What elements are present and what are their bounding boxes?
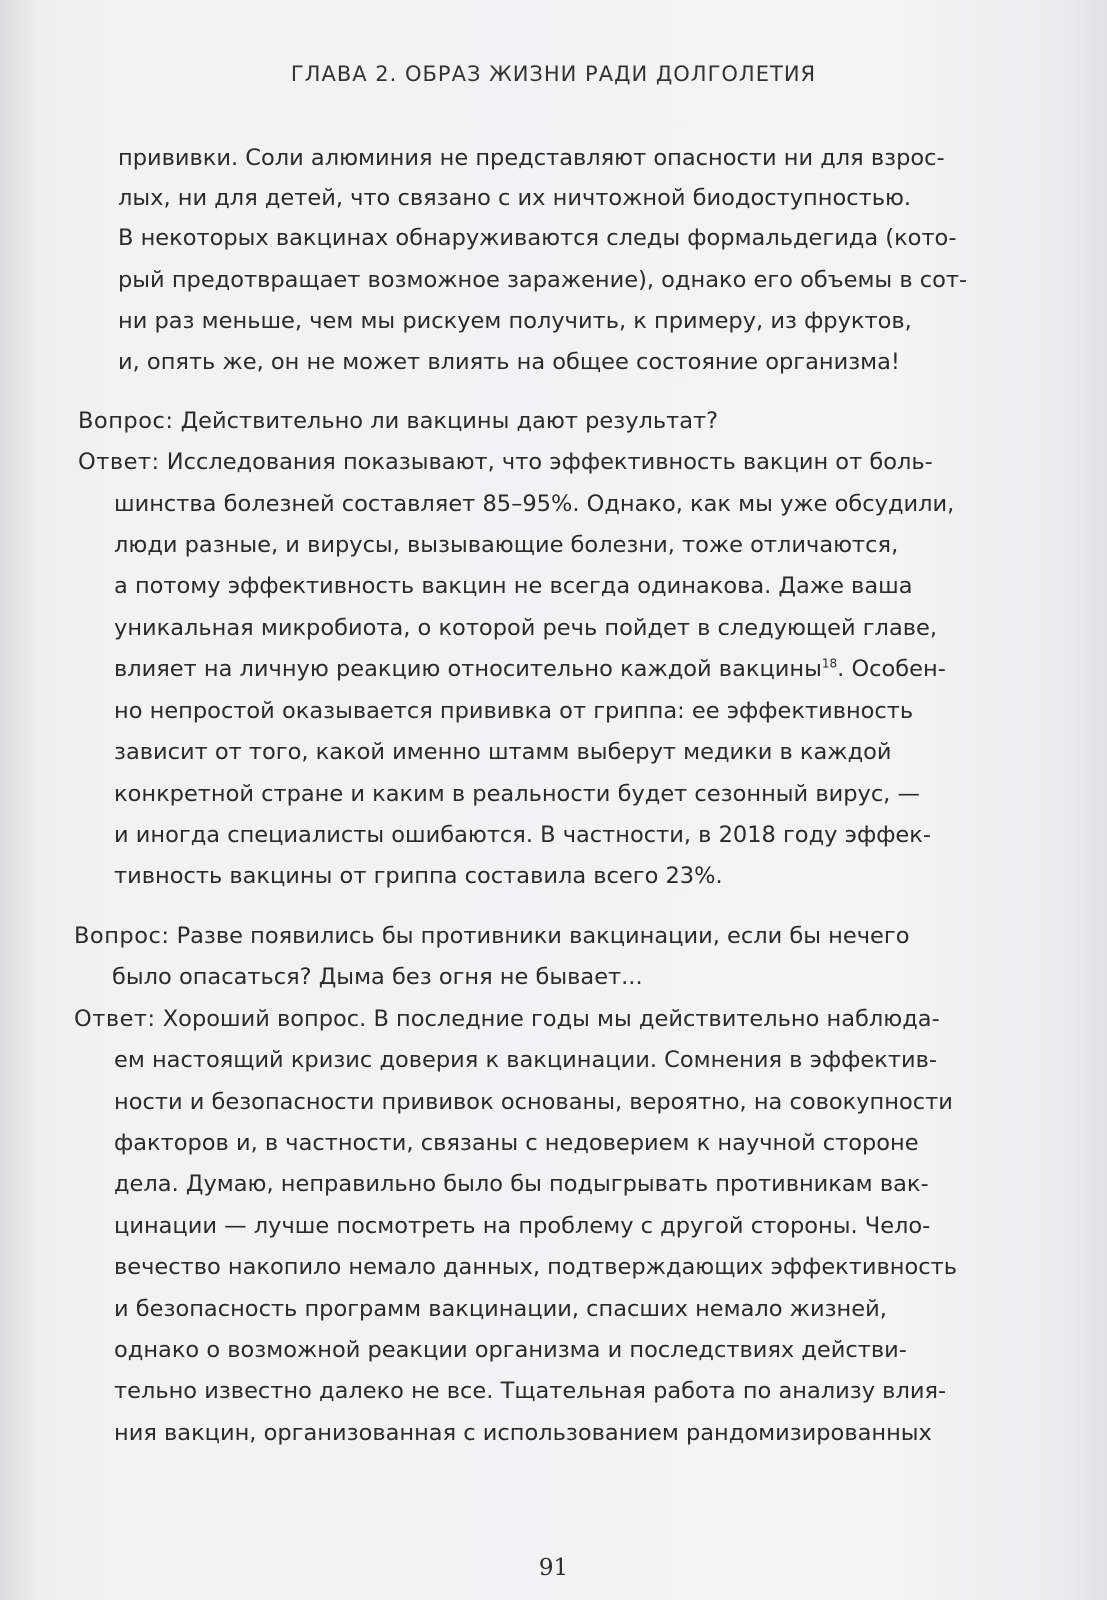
- text-line: рый предотвращает возможное заражение), однако его объемы в сот-: [118, 267, 968, 293]
- page-number: 91: [538, 1555, 569, 1581]
- answer-line: однако о возможной реакции организма и последствиях действи-: [114, 1337, 907, 1363]
- answer-text: Исследования показывают, что эффективность вакцин от боль-: [166, 449, 933, 475]
- text-line: ни раз меньше, чем мы рискуем получить, к примеру, из фруктов,: [118, 308, 912, 334]
- answer-line: вечество накопило немало данных, подтверждающих эффективность: [114, 1254, 957, 1280]
- answer-line: но непростой оказывается прививка от гриппа: ее эффективность: [114, 698, 914, 724]
- answer-line: уникальная микробиота, о которой речь пойдет в следующей главе,: [114, 615, 937, 641]
- answer-line: ности и безопасности прививок основаны, вероятно, на совокупности: [114, 1089, 953, 1115]
- question-line: [78, 406, 718, 436]
- answer-line: тивность вакцины от гриппа составила всего 23%.: [114, 863, 723, 889]
- answer-text: . Особен-: [837, 656, 946, 682]
- footnote-ref: 18: [821, 656, 838, 671]
- answer-line: [74, 1004, 940, 1034]
- answer-line: и безопасность программ вакцинации, спасших немало жизней,: [114, 1296, 887, 1322]
- answer-line: дела. Думаю, неправильно было бы подыгрывать противникам вак-: [114, 1171, 929, 1197]
- answer-line: цинации — лучше посмотреть на проблему с другой стороны. Чело-: [114, 1213, 931, 1239]
- answer-line: [78, 447, 933, 477]
- question-label: Вопрос:: [78, 408, 174, 434]
- answer-line: тельно известно далеко не все. Тщательная работа по анализу влия-: [114, 1378, 947, 1404]
- question-label: Вопрос:: [74, 923, 170, 949]
- answer-line: ем настоящий кризис доверия к вакцинации. Сомнения в эффектив-: [114, 1047, 937, 1073]
- answer-line: а потому эффективность вакцин не всегда одинакова. Даже ваша: [114, 573, 913, 599]
- question-line: [74, 921, 909, 951]
- question-text: Разве появились бы противники вакцинации, если бы нечего: [176, 923, 910, 949]
- answer-line: шинства болезней составляет 85–95%. Однако, как мы уже обсудили,: [114, 491, 955, 517]
- answer-label: Ответ:: [78, 449, 160, 475]
- question-line: было опасаться? Дыма без огня не бывает...: [112, 964, 643, 990]
- answer-line: и иногда специалисты ошибаются. В частности, в 2018 году эффек-: [114, 822, 931, 848]
- text-line: лых, ни для детей, что связано с их ничтожной биодоступностью.: [118, 185, 912, 211]
- answer-line: люди разные, и вирусы, вызывающие болезни, тоже отличаются,: [114, 532, 899, 558]
- answer-line: ния вакцин, организованная с использованием рандомизированных: [114, 1420, 932, 1446]
- answer-text: влияет на личную реакцию относительно каждой вакцины: [114, 656, 822, 682]
- answer-line: факторов и, в частности, связаны с недоверием к научной стороне: [114, 1130, 919, 1156]
- answer-line: [114, 654, 946, 684]
- answer-label: Ответ:: [74, 1006, 156, 1032]
- text-line: и, опять же, он не может влиять на общее состояние организма!: [118, 349, 900, 375]
- answer-line: зависит от того, какой именно штамм выберут медики в каждой: [114, 739, 892, 765]
- text-line: В некоторых вакцинах обнаруживаются следы формальдегида (кото-: [118, 225, 957, 251]
- question-text: Действительно ли вакцины дают результат?: [180, 408, 719, 434]
- text-line: прививки. Соли алюминия не представляют опасности ни для взрос-: [118, 145, 945, 171]
- answer-line: конкретной стране и каким в реальности будет сезонный вирус, —: [114, 781, 920, 807]
- answer-text: Хороший вопрос. В последние годы мы действительно наблюда-: [162, 1006, 940, 1032]
- running-head: ГЛАВА 2. ОБРАЗ ЖИЗНИ РАДИ ДОЛГОЛЕТИЯ: [290, 62, 817, 86]
